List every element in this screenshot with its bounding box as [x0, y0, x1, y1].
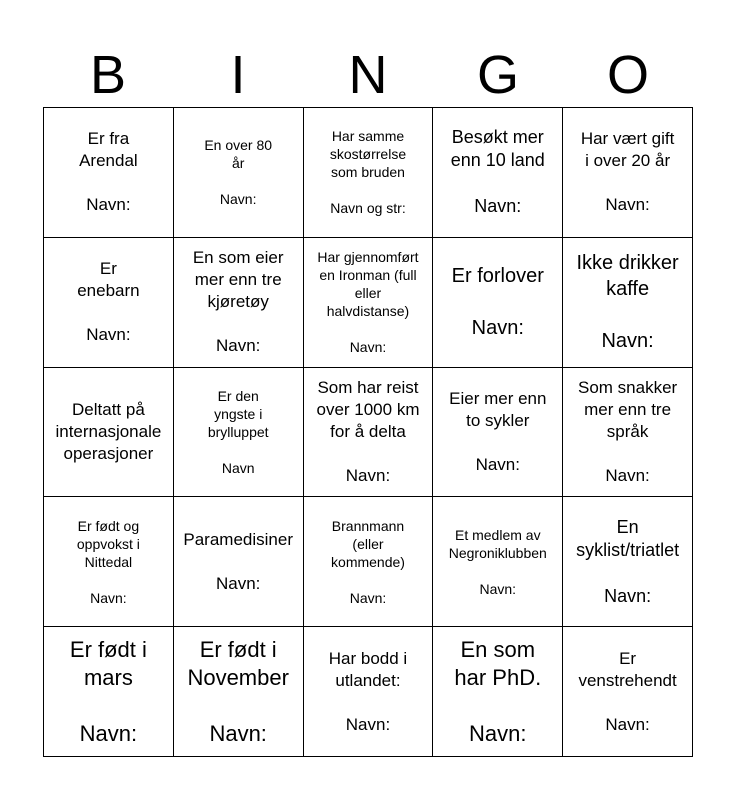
bingo-cell-r2c2[interactable]: En som eier mer enn tre kjøretøy Navn:: [174, 238, 304, 368]
header-letter-i: I: [230, 45, 246, 105]
bingo-grid: [43, 107, 693, 757]
bingo-cell-r1c2[interactable]: En over 80 år Navn:: [174, 108, 304, 238]
bingo-cell-r2c1[interactable]: Er enebarn Navn:: [44, 238, 174, 368]
bingo-cell-r2c3[interactable]: Har gjennomført en Ironman (full eller halvdistanse) Navn:: [304, 238, 434, 368]
header-letter-o: O: [606, 45, 649, 105]
bingo-cell-r1c1[interactable]: Er fra Arendal Navn:: [44, 108, 174, 238]
header-letter-b: B: [89, 45, 127, 105]
bingo-cell-r3c4[interactable]: Eier mer enn to sykler Navn:: [433, 368, 563, 498]
bingo-cell-r5c3[interactable]: Har bodd i utlandet: Navn:: [304, 627, 434, 757]
bingo-cell-r5c2[interactable]: Er født i November Navn:: [174, 627, 304, 757]
header-letter-n: N: [348, 45, 388, 105]
bingo-cell-r3c1[interactable]: Deltatt på internasjonale operasjoner: [44, 368, 174, 498]
bingo-cell-r3c3[interactable]: Som har reist over 1000 km for å delta Navn:: [304, 368, 434, 498]
bingo-cell-r4c3[interactable]: Brannmann (eller kommende) Navn:: [304, 497, 434, 627]
bingo-cell-r4c5[interactable]: En syklist/triatlet Navn:: [563, 497, 693, 627]
bingo-cell-r4c1[interactable]: Er født og oppvokst i Nittedal Navn:: [44, 497, 174, 627]
bingo-cell-r3c5[interactable]: Som snakker mer enn tre språk Navn:: [563, 368, 693, 498]
bingo-cell-r2c5[interactable]: Ikke drikker kaffe Navn:: [563, 238, 693, 368]
bingo-cell-r5c5[interactable]: Er venstrehendt Navn:: [563, 627, 693, 757]
bingo-header: [43, 44, 693, 106]
bingo-cell-r4c2[interactable]: Paramedisiner Navn:: [174, 497, 304, 627]
bingo-cell-r2c4[interactable]: Er forlover Navn:: [433, 238, 563, 368]
bingo-cell-r3c2[interactable]: Er den yngste i brylluppet Navn: [174, 368, 304, 498]
bingo-cell-r1c4[interactable]: Besøkt mer enn 10 land Navn:: [433, 108, 563, 238]
header-letter-g: G: [476, 45, 519, 105]
bingo-cell-r1c3[interactable]: Har samme skostørrelse som bruden Navn og str:: [304, 108, 434, 238]
bingo-cell-r5c1[interactable]: Er født i mars Navn:: [44, 627, 174, 757]
bingo-cell-r1c5[interactable]: Har vært gift i over 20 år Navn:: [563, 108, 693, 238]
bingo-cell-r4c4[interactable]: Et medlem av Negroniklubben Navn:: [433, 497, 563, 627]
bingo-cell-r5c4[interactable]: En som har PhD. Navn:: [433, 627, 563, 757]
